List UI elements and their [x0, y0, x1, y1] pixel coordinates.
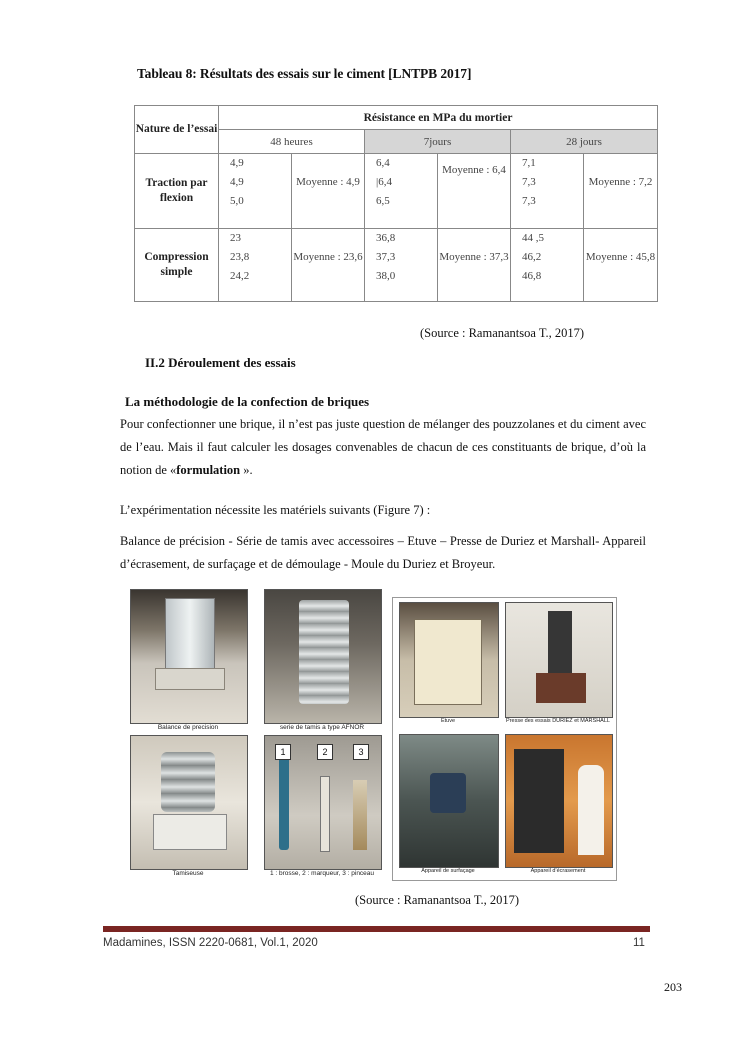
caption-etuve: Etuve [440, 718, 456, 724]
sieve-series-photo [264, 589, 382, 724]
formulation-term: formulation [176, 463, 241, 477]
footer-rule [103, 926, 650, 932]
value: 24,2 [230, 269, 250, 282]
table-row [135, 154, 658, 228]
caption-presse: Presse des essais DURIEZ et MARSHALL [506, 718, 610, 724]
value: 6,4 [376, 157, 390, 170]
value: 23,8 [230, 250, 250, 263]
average-cell: Moyenne : 23,6 [292, 228, 365, 301]
value: 37,3 [376, 250, 396, 263]
surfacing-apparatus-photo [399, 734, 499, 868]
footer-journal-page: 11 [633, 937, 645, 949]
tool-number: 2 [317, 744, 333, 760]
average-cell: Moyenne : 45,8 [584, 228, 658, 301]
paragraph-materials-list: Balance de précision - Série de tamis avec accessoires – Etuve – Presse de Duriez et Marshall- Appareil d’écrasement, de surfaçage et de démoulage - Moule du Duriez et Broyeur. [120, 534, 646, 571]
values-cell [219, 154, 292, 228]
value: 7,1 [522, 157, 536, 170]
values-cell [365, 228, 438, 301]
values-cell [511, 154, 584, 228]
subsection-heading: La méthodologie de la confection de briques [125, 394, 370, 409]
value: 38,0 [376, 269, 396, 282]
average-cell: Moyenne : 6,4 [438, 154, 511, 228]
crushing-apparatus-photo [505, 734, 613, 868]
value: 7,3 [522, 195, 536, 208]
caption-tamiseuse: Tamiseuse [172, 870, 204, 877]
tool-number: 1 [275, 744, 291, 760]
paragraph-text: Pour confectionner une brique, il n’est pas juste question de mélanger des pouzzolanes et du ciment avec de l’eau. Mais il faut calculer les dosages convenables de chacun de ces constituants de brique, d’où la notion de « [120, 417, 646, 477]
caption-ecrasement: Appareil d’écrasement [530, 868, 586, 874]
average-cell: Moyenne : 7,2 [584, 154, 658, 228]
values-cell [365, 154, 438, 228]
value: 36,8 [376, 231, 396, 244]
value: 46,8 [522, 269, 542, 282]
paragraph-text: ». [240, 463, 253, 477]
equipment-photo-panel [392, 597, 617, 881]
section-heading: II.2 Déroulement des essais [145, 355, 296, 370]
table-row [135, 228, 658, 301]
value: 4,9 [230, 176, 244, 189]
header-7j: 7jours [365, 130, 511, 154]
value: 7,3 [522, 176, 536, 189]
value: 5,0 [230, 195, 244, 208]
sieve-shaker-photo [130, 735, 248, 870]
value: 46,2 [522, 250, 542, 263]
footer-journal: Madamines, ISSN 2220-0681, Vol.1, 2020 [103, 937, 318, 949]
row-label: Compression simple [135, 228, 219, 301]
caption-tools: 1 : brosse, 2 : marqueur, 3 : pinceau [269, 870, 375, 877]
caption-surfacage: Appareil de surfaçage [421, 868, 475, 874]
value: 23 [230, 231, 241, 244]
caption-balance: Balance de precision [157, 724, 219, 731]
paragraph-formulation [120, 413, 646, 482]
values-cell [219, 228, 292, 301]
table-caption: Tableau 8: Résultats des essais sur le ciment [LNTPB 2017] [137, 66, 472, 81]
caption-tamis: serie de tamis a type AFNOR [279, 724, 365, 731]
press-photo [505, 602, 613, 718]
header-48h: 48 heures [219, 130, 365, 154]
values-cell [511, 228, 584, 301]
balance-photo [130, 589, 248, 724]
value: 6,5 [376, 195, 390, 208]
oven-photo [399, 602, 499, 718]
row-label: Traction par flexion [135, 154, 219, 228]
header-28j: 28 jours [511, 130, 658, 154]
page-number: 203 [664, 980, 682, 994]
value: 4,9 [230, 157, 244, 170]
value: |6,4 [376, 176, 392, 189]
tools-photo [264, 735, 382, 870]
table-source: (Source : Ramanantsoa T., 2017) [420, 326, 585, 340]
results-table [134, 105, 658, 302]
average-cell: Moyenne : 4,9 [292, 154, 365, 228]
header-nature: Nature de l’essai [135, 106, 219, 154]
header-resistance: Résistance en MPa du mortier [219, 106, 658, 130]
paragraph-materials-intro: L’expérimentation nécessite les matériels suivants (Figure 7) : [120, 503, 431, 517]
figure-source: (Source : Ramanantsoa T., 2017) [355, 893, 520, 907]
tool-number: 3 [353, 744, 369, 760]
average-cell: Moyenne : 37,3 [438, 228, 511, 301]
value: 44 ,5 [522, 231, 544, 244]
